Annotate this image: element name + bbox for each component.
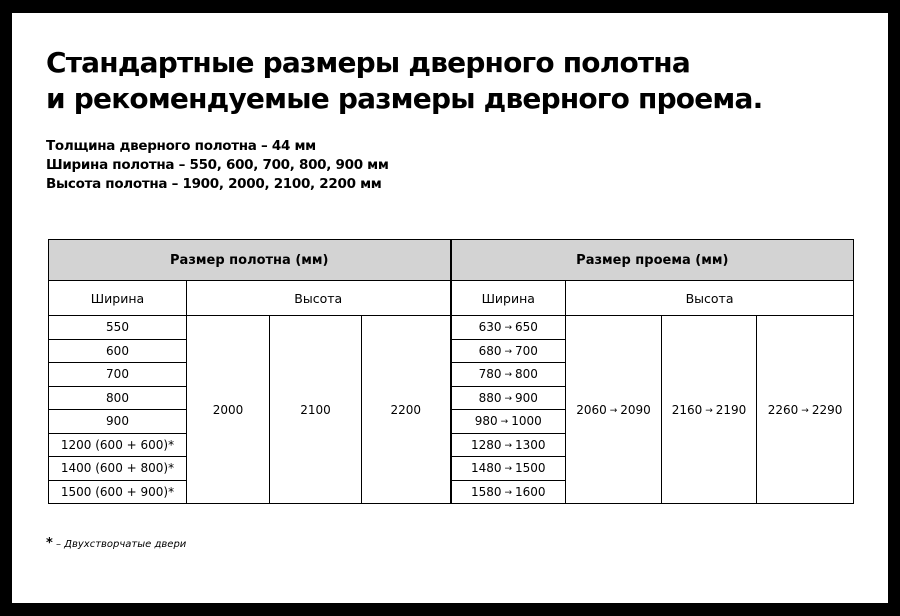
range-to: 1500: [515, 461, 546, 476]
spec-width: Ширина полотна – 550, 600, 700, 800, 900 мм: [46, 157, 389, 173]
leaf-width-cell: 800: [49, 386, 187, 410]
arrow-right-icon: →: [504, 440, 513, 451]
leaf-width-cell: 1200 (600 + 600)*: [49, 433, 187, 457]
opening-width-cell: [451, 480, 566, 504]
document-page: [12, 13, 888, 603]
leaf-height-cell: 2100: [270, 316, 362, 504]
opening-width-cell: [451, 316, 566, 340]
arrow-right-icon: →: [504, 464, 513, 475]
range-from: 780: [478, 367, 502, 382]
range-from: 1580: [470, 484, 502, 499]
range-from: 1280: [470, 437, 502, 452]
opening-width-header: Ширина: [451, 281, 566, 316]
leaf-height-header: Высота: [187, 281, 451, 316]
leaf-width-cell: 900: [49, 410, 187, 434]
range-to: 650: [515, 320, 538, 335]
range-to: 1600: [515, 484, 546, 499]
range-to: 1300: [515, 437, 546, 452]
opening-width-cell: [451, 457, 566, 481]
range-to: 900: [515, 390, 538, 405]
opening-width-cell: [451, 433, 566, 457]
range-to: 1000: [511, 414, 542, 429]
range-from: 2260: [767, 402, 799, 417]
range-from: 2160: [671, 402, 703, 417]
leaf-width-cell: 1400 (600 + 800)*: [49, 457, 187, 481]
range-to: 700: [515, 343, 538, 358]
opening-size-header: Размер проема (мм): [451, 240, 854, 281]
leaf-width-cell: 700: [49, 363, 187, 387]
footnote-marker: *: [46, 536, 53, 551]
arrow-right-icon: →: [705, 405, 713, 416]
opening-width-cell: [451, 339, 566, 363]
spec-height: Высота полотна – 1900, 2000, 2100, 2200 мм: [46, 176, 382, 192]
title-line-1: Стандартные размеры дверного полотна: [46, 46, 690, 79]
leaf-width-header: Ширина: [49, 281, 187, 316]
range-from: 880: [478, 390, 502, 405]
specs-block: [46, 137, 389, 194]
range-to: 2190: [715, 402, 747, 417]
spec-thickness: Толщина дверного полотна – 44 мм: [46, 138, 316, 154]
opening-height-cell: [757, 316, 854, 504]
sub-header-row: [49, 281, 854, 316]
range-to: 2090: [620, 402, 651, 417]
group-header-row: [49, 240, 854, 281]
range-to: 2290: [811, 402, 843, 417]
opening-width-cell: [451, 410, 566, 434]
arrow-right-icon: →: [504, 487, 513, 498]
opening-width-cell: [451, 363, 566, 387]
opening-height-header: Высота: [566, 281, 854, 316]
leaf-height-cell: 2000: [187, 316, 270, 504]
opening-height-cell: [566, 316, 662, 504]
arrow-right-icon: →: [504, 393, 513, 404]
leaf-width-cell: 1500 (600 + 900)*: [49, 480, 187, 504]
arrow-right-icon: →: [609, 405, 618, 416]
leaf-width-cell: 550: [49, 316, 187, 340]
range-from: 2060: [576, 402, 607, 417]
arrow-right-icon: →: [801, 405, 809, 416]
arrow-right-icon: →: [504, 323, 513, 334]
leaf-height-cell: 2200: [362, 316, 451, 504]
footnote-text: – Двухстворчатые двери: [52, 539, 187, 550]
sizes-table: [48, 239, 854, 504]
opening-width-cell: [451, 386, 566, 410]
table-row: [49, 316, 854, 340]
leaf-size-header: Размер полотна (мм): [49, 240, 451, 281]
arrow-right-icon: →: [504, 370, 513, 381]
footnote: [46, 536, 186, 551]
title-line-2: и рекомендуемые размеры дверного проема.: [46, 82, 763, 115]
page-title: [46, 45, 762, 117]
range-from: 980: [474, 414, 498, 429]
range-to: 800: [515, 367, 538, 382]
range-from: 680: [478, 343, 502, 358]
leaf-width-cell: 600: [49, 339, 187, 363]
opening-height-cell: [662, 316, 757, 504]
arrow-right-icon: →: [500, 417, 509, 428]
range-from: 1480: [470, 461, 502, 476]
arrow-right-icon: →: [504, 346, 513, 357]
range-from: 630: [478, 320, 502, 335]
